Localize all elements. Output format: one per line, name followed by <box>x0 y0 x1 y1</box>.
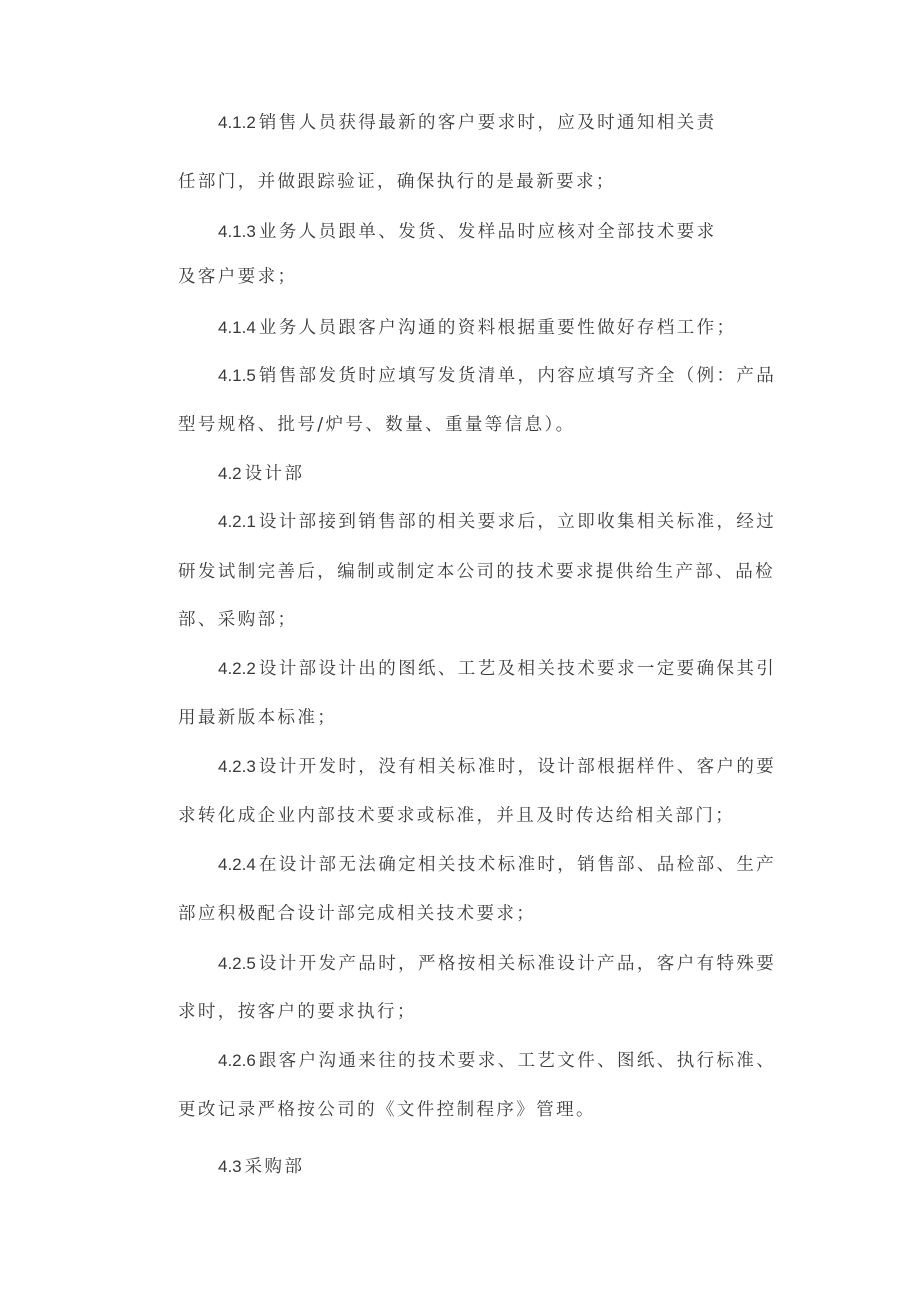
paragraph-4-2-5 <box>218 952 776 976</box>
clause-number: 4.1.4 <box>218 318 256 337</box>
paragraph-4-2-3 <box>218 755 776 779</box>
paragraph-4-1-5 <box>218 364 776 388</box>
clause-number: 4.2.3 <box>218 757 256 776</box>
clause-text: 业务人员跟客户沟通的资料根据重要性做好存档工作； <box>258 318 737 338</box>
paragraph-4-2-6-cont <box>178 1098 596 1122</box>
clause-number: 4.2.1 <box>218 512 256 531</box>
paragraph-4-2-1-cont <box>178 560 775 584</box>
clause-text: 更改记录严格按公司的《文件控制程序》管理。 <box>178 1100 596 1120</box>
paragraph-4-2-6 <box>218 1049 776 1073</box>
clause-text: 研发试制完善后，编制或制定本公司的技术要求提供给生产部、品检 <box>178 562 775 582</box>
clause-text: 业务人员跟单、发货、发样品时应核对全部技术要求 <box>258 222 717 242</box>
clause-text: 用最新版本标准； <box>178 708 338 728</box>
clause-text: 在设计部无法确定相关技术标准时，销售部、品检部、生产 <box>258 855 777 875</box>
clause-number: 4.1.3 <box>218 222 256 241</box>
clause-number: 4.2.4 <box>218 855 256 874</box>
clause-text: 任部门，并做跟踪验证，确保执行的是最新要求； <box>178 172 616 192</box>
section-4-2-heading <box>218 462 304 486</box>
paragraph-4-2-1-cont <box>178 608 297 632</box>
clause-text: 设计开发时，没有相关标准时，设计部根据样件、客户的要 <box>258 757 777 777</box>
section-4-3-heading <box>218 1155 304 1179</box>
clause-text: 部、采购部； <box>178 610 298 630</box>
paragraph-4-1-4 <box>218 316 736 340</box>
clause-number: 4.3 <box>218 1157 242 1176</box>
paragraph-4-1-3-cont <box>178 265 297 289</box>
paragraph-4-1-5-cont <box>178 413 576 437</box>
clause-number: 4.2.2 <box>218 659 256 678</box>
clause-text: 设计部设计出的图纸、工艺及相关技术要求一定要确保其引 <box>258 659 777 679</box>
paragraph-4-2-4-cont <box>178 902 536 926</box>
paragraph-4-1-2-cont <box>178 170 616 194</box>
clause-number: 4.1.5 <box>218 366 256 385</box>
clause-text: 求时，按客户的要求执行； <box>178 1002 417 1022</box>
paragraph-4-1-3 <box>218 220 717 244</box>
clause-number: 4.2 <box>218 464 242 483</box>
clause-text: 部应积极配合设计部完成相关技术要求； <box>178 904 537 924</box>
section-title: 设计部 <box>244 464 305 484</box>
section-title: 采购部 <box>244 1157 305 1177</box>
clause-text: 求转化成企业内部技术要求或标准，并且及时传达给相关部门； <box>178 806 736 826</box>
paragraph-4-2-2-cont <box>178 706 337 730</box>
clause-text: 设计部接到销售部的相关要求后，立即收集相关标准，经过 <box>258 512 777 532</box>
paragraph-4-2-5-cont <box>178 1000 417 1024</box>
clause-text: 及客户要求； <box>178 267 298 287</box>
paragraph-4-2-4 <box>218 853 776 877</box>
clause-number: 4.1.2 <box>218 113 256 132</box>
clause-text: 销售人员获得最新的客户要求时，应及时通知相关责 <box>258 113 717 133</box>
clause-text: 跟客户沟通来往的技术要求、工艺文件、图纸、执行标准、 <box>258 1051 777 1071</box>
paragraph-4-2-2 <box>218 657 776 681</box>
clause-number: 4.2.5 <box>218 954 256 973</box>
paragraph-4-2-1 <box>218 510 776 534</box>
paragraph-4-1-2 <box>218 111 717 135</box>
paragraph-4-2-3-cont <box>178 804 735 828</box>
clause-number: 4.2.6 <box>218 1051 256 1070</box>
clause-text: 销售部发货时应填写发货清单，内容应填写齐全（例：产品 <box>258 366 777 386</box>
clause-text: 型号规格、批号/炉号、数量、重量等信息）。 <box>178 415 576 435</box>
clause-text: 设计开发产品时，严格按相关标准设计产品，客户有特殊要 <box>258 954 777 974</box>
